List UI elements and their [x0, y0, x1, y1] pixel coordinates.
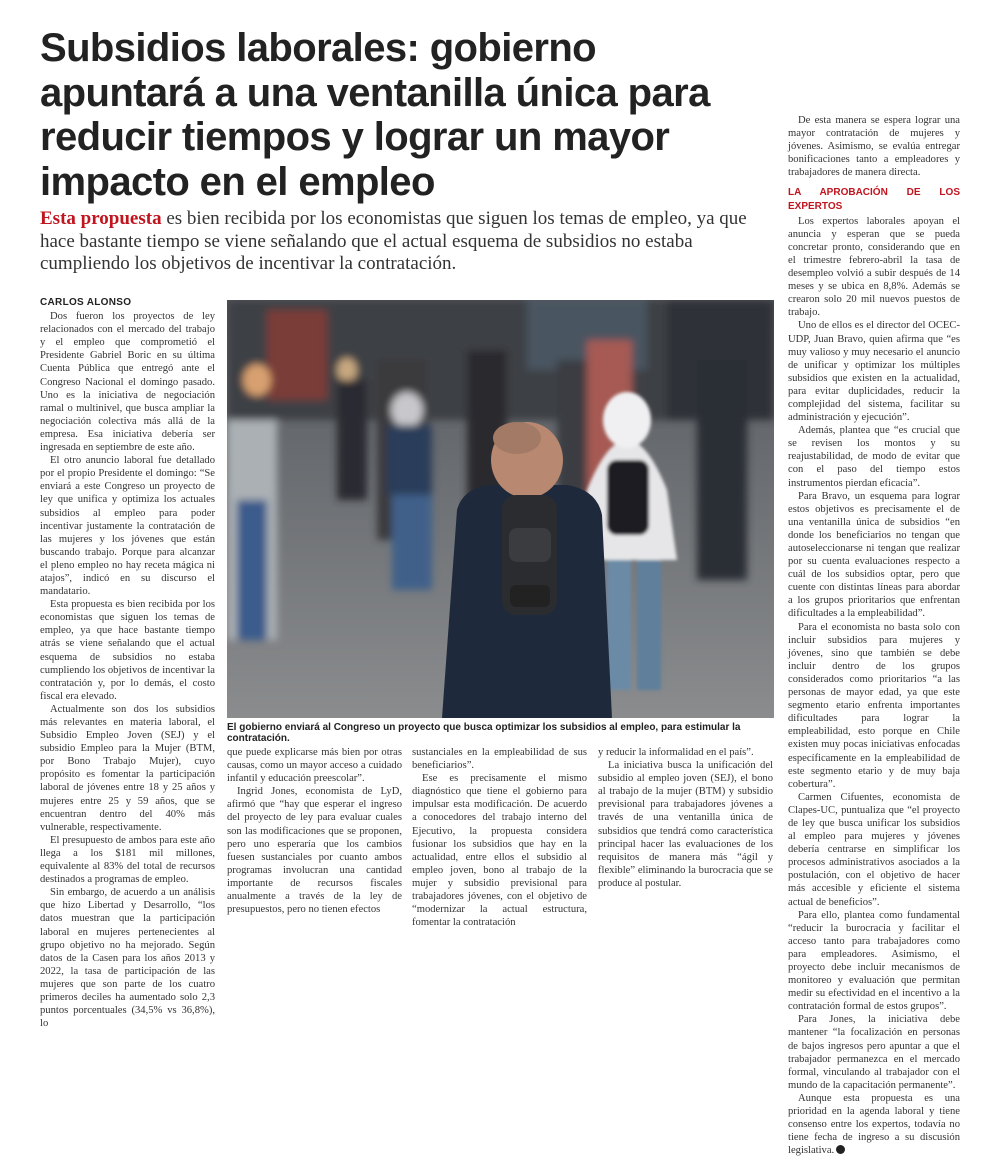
closing-text: Aunque esta propuesta es una prioridad en la agenda laboral y tiene consenso entre los expertos, todavía no tiene fecha de ingreso a su discusión legislativa. [788, 1092, 960, 1157]
paragraph: Para el economista no basta solo con incluir subsidios para mujeres y jóvenes, sino que también se debe incluir dentro de los grupos considerados como prioritarios “a las personas de mayor edad, ya que este segmento etario enfrenta importantes dificultades para lograr la empleabilidad, esto porque en Chile existen muy pocas iniciativas enfocadas específicamente en la empleabilidad de este segmento etario y de muy baja cobertura”. [788, 621, 960, 790]
article-photo [227, 300, 774, 718]
column-3 [412, 746, 587, 929]
subhead: LA APROBACIÓN DE LOS EXPERTOS [788, 187, 960, 212]
end-mark-icon [836, 1145, 845, 1154]
paragraph: Para Jones, la iniciativa debe mantener “la focalización en personas de bajos ingresos pero apuntar a que el trabajador permanezca en el mercado formal, vinculando al trabajador con el mundo de la capacitación permanente”. [788, 1014, 960, 1091]
paragraph: Uno de ellos es el director del OCEC-UDP, Juan Bravo, quien afirma que “es muy valioso y muy necesario el anuncio de unificar y optimizar los múltiples subsidios que existen en la actualidad, para evitar duplicidades, reducir la complejidad del sistema, facilitar su administración y ejecución”. [788, 320, 960, 424]
paragraph: De esta manera se espera lograr una mayor contratación de mujeres y jóvenes. Asimismo, se evalúa entregar bonificaciones tanto a empleadores y trabajadores de manera directa. [788, 115, 960, 179]
pedestrians-photo [227, 300, 774, 718]
paragraph: Para Bravo, un esquema para lograr estos objetivos es precisamente el de una ventanilla única de subsidios “en donde los beneficiarios no tengan que autoseleccionarse ni tengan que realizar por su cuenta evaluaciones respecto a cuál de los subsidios optar, pero que cuente con distintas líneas para abordar a los grupos prioritarios que enfrentan dificultades a la empleabilidad”. [788, 490, 960, 620]
photo-caption: El gobierno enviará al Congreso un proyecto que busca optimizar los subsidios al empleo, para estimular la contratación. [227, 722, 741, 744]
paragraph: Para ello, plantea como fundamental “reducir la burocracia y facilitar el acceso tanto para trabajadores como para empleadores. Asimismo, el proyecto debe incluir mecanismos de monitoreo y evaluación que permitan medir su efectividad en el incentivo a la contratación formal de estos grupos”. [788, 909, 960, 1013]
paragraph: Los expertos laborales apoyan el anuncia y esperan que se pueda concretar pronto, considerando que en el trimestre febrero-abril la tasa de desempleo volvió a subir después de 14 meses y se ubica en 8,8%. Además se crearon solo 20 mil nuevos puestos de trabajo. [788, 215, 960, 319]
column-1 [40, 296, 215, 1030]
headline: Subsidios laborales: gobierno apuntará a una ventanilla única para reducir tiempos y lograr un mayor impacto en el empleo [40, 26, 710, 204]
paragraph: Actualmente son dos los subsidios más relevantes en materia laboral, el Subsidio Empleo Joven (SEJ) y el subsidio Empleo para la Mujer (BTM, por Bono Trabajo Mujer), cuyo propósito es fomentar la participación laboral de jóvenes entre 18 y 25 años y mujeres entre 25 y 59 años, que se encuentran dentro del 40% más vulnerable, respectivamente. [40, 703, 215, 833]
paragraph: Sin embargo, de acuerdo a un análisis que hizo Libertad y Desarrollo, “los datos muestran que la participación laboral en mujeres pertenecientes al grupo objetivo no ha mejorado. Según datos de la Casen para los años 2013 y 2022, la tasa de participación de las mujeres que son parte de los cuatro primeros deciles ha aumentado solo 2,3 puntos porcentuales (34,5% vs 36,8%), lo [40, 887, 215, 1030]
paragraph: El otro anuncio laboral fue detallado por el propio Presidente el domingo: “Se enviará a este Congreso un proyecto de ley que unifica y optimiza los actuales subsidios al empleo para poder incentivar justamente la contratación de las mujeres y los jóvenes que están buscando trabajo. Porque para alcanzar el pleno empleo no hay receta mágica ni atajos”, indicó en su discurso el mandatario. [40, 455, 215, 598]
paragraph: Además, plantea que “es crucial que se revisen los montos y su reajustabilidad, de modo de evitar que con el paso del tiempo estos instrumentos pierdan eficacia”. [788, 425, 960, 489]
column-4 [598, 746, 773, 890]
paragraph: Dos fueron los proyectos de ley relacionados con el mercado del trabajo y el empleo que comprometió el Presidente Gabriel Boric en su última Cuenta Pública que entregó ante el Congreso Nacional el domingo pasado. Uno es la iniciativa de negociación ramal o multinivel, que busca ampliar la negociación colectiva más allá de la empresa. Esa iniciativa debería ser ingresada en septiembre de este año. [40, 311, 215, 454]
paragraph: La iniciativa busca la unificación del subsidio al empleo joven (SEJ), el bono al trabajo de la mujer (BTM) y subsidio previsional para trabajadores jóvenes a través de una ventanilla única de subsidios que tendrá como característica principal hacer las evaluaciones de los requisitos de manera más “ágil y flexible” eliminando la burocracia que se produce al postular. [598, 760, 773, 889]
lead-kicker: Esta propuesta [40, 208, 162, 229]
paragraph: Esta propuesta es bien recibida por los economistas que siguen los temas de empleo, ya que hace bastante tiempo atrás se viene señalando que el actual esquema de subsidios no estaba cumpliendo los objetivos de incentivar la contratación y, por lo demás, el costo fiscal era elevado. [40, 599, 215, 702]
column-2 [227, 746, 402, 916]
paragraph [788, 1092, 960, 1157]
paragraph: y reducir la informalidad en el país”. [598, 747, 754, 758]
paragraph: sustanciales en la empleabilidad de sus beneficiarios”. [412, 747, 587, 772]
paragraph: Carmen Cifuentes, economista de Clapes-UC, puntualiza que “el proyecto de ley que busca unificar los subsidios al empleo para mujeres y jóvenes debería centrarse en simplificar los procesos administrativos asociados a la postulación, con el objetivo de hacer más accesible y eficiente el sistema actual de beneficios”. [788, 791, 960, 908]
paragraph: El presupuesto de ambos para este año llega a los $181 mil millones, equivalente al 83% del total de recursos destinados a programas de empleo. [40, 834, 215, 886]
byline: CARLOS ALONSO [40, 297, 132, 308]
paragraph: Ese es precisamente el mismo diagnóstico que tiene el gobierno para impulsar esta modificación. De acuerdo a conocedores del trabajo interno del Ejecutivo, la propuesta considera fusionar los subsidios que hay en la actualidad, entre ellos el subsidio al empleo joven, bono al trabajo de la mujer y subsidio previsional para trabajadores jóvenes, con el objetivo de “modernizar la actual estructura, fomentar la contratación [412, 773, 587, 929]
column-5 [788, 114, 960, 1157]
lead-text: es bien recibida por los economistas que siguen los temas de empleo, ya que hace bastante tiempo se viene señalando que el actual esquema de subsidios no estaba cumpliendo los objetivos de incentivar la contratación. [40, 208, 747, 274]
lead-paragraph [40, 208, 760, 276]
paragraph: que puede explicarse más bien por otras causas, como un mayor acceso a cuidado infantil y educación preescolar”. [227, 747, 402, 785]
paragraph: Ingrid Jones, economista de LyD, afirmó que “hay que esperar el ingreso del proyecto de ley para evaluar cuales son las modificaciones que se proponen, pero uno esperaría que los cambios fuesen sustanciales por cuanto ambos programas involucran una cantidad importante de recursos fiscales anualmente a través de la ley de presupuestos, pero no tienen efectos [227, 786, 402, 916]
